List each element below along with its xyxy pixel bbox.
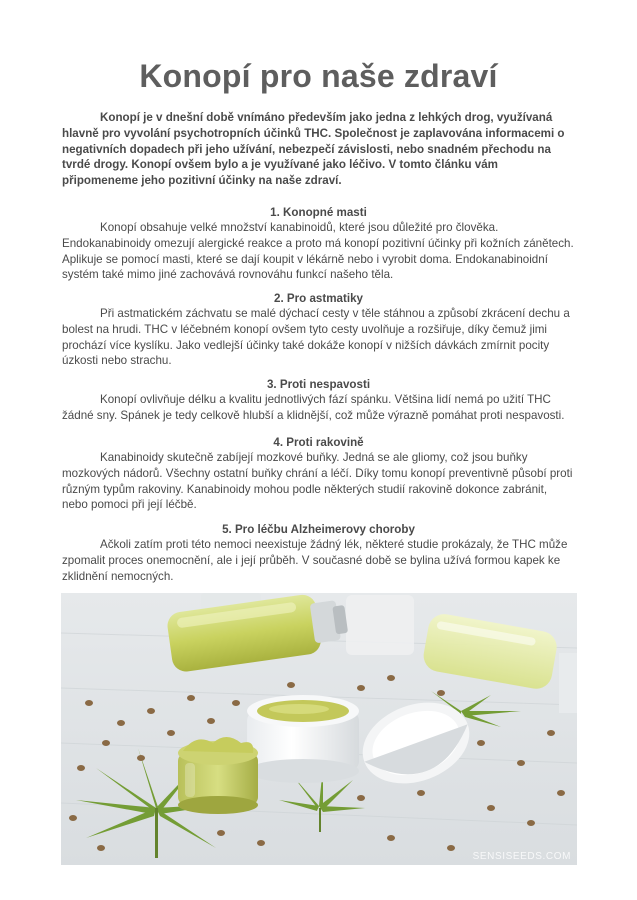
section-body-3: Konopí ovlivňuje délku a kvalitu jednotlivých fází spánku. Většina lidí nemá po užití THC žádné sny. Spánek je tedy celkově hlubší a klidnější, což může výrazně pomáhat proti nespavosti.: [62, 393, 565, 422]
section-heading-5: 5. Pro léčbu Alzheimerovy choroby: [222, 523, 415, 536]
section-body-2: Při astmatickém záchvatu se malé dýchací cesty v těle stáhnou a způsobí zkrácení dechu a bolest na hrudi. THC v léčebném konopí ovšem tyto cesty uvolňuje a rozšiřuje, díky čemuž jimi prochází více kyslíku. Jako vedlejší účinky také dokáže konopí v nižších dávkách zmírnit pocity úzkosti nebo strachu.: [62, 307, 570, 368]
photo-illustration: [61, 593, 577, 865]
section-heading-3: 3. Proti nespavosti: [266, 378, 371, 391]
intro-paragraph: Konopí je v dnešní době vnímáno především jako jedna z lehkých drog, využívaná hlavně pro vyvolání psychotropních účinků THC. Společnost je zaplavována informacemi o negativních dopadech při jeho užívání, nebezpečí závislosti, nebo snadném přechodu na tvrdé drogy. Konopí ovšem bylo a je využívané jako léčivo. V tomto článku vám připomeneme jeho pozitivní účinky na naše zdraví.: [62, 111, 565, 188]
section-heading-1: 1. Konopné masti: [270, 206, 367, 219]
photo-watermark: SENSISEEDS.COM: [472, 851, 571, 862]
section-body-1: Konopí obsahuje velké množství kanabinoidů, které jsou důležité pro člověka. Endokanabinoidy omezují alergické reakce a proto má konopí pozitivní účinky při kožních zánětech. Aplikuje se pomocí masti, které se dají koupit v lékárně nebo i vyrobit doma. Endokanabinoidní systém také mimo jiné zachovává rovnováhu funkcí našeho těla.: [62, 221, 574, 282]
cbd-cosmetics-photo: [61, 593, 577, 865]
section-heading-4: 4. Proti rakovině: [273, 436, 364, 449]
section-heading-2: 2. Pro astmatiky: [274, 292, 363, 305]
page-title: Konopí pro naše zdraví: [139, 58, 498, 94]
section-body-4: Kanabinoidy skutečně zabíjejí mozkové buňky. Jedná se ale gliomy, což jsou buňky mozkových nádorů. Všechny ostatní buňky chrání a léčí. Díky tomu konopí preventivně působí proti různým typům rakoviny. Kanabinoidy mohou podle některých studií rakovině dokonce zabránit, nebo pomoci při její léčbě.: [62, 451, 573, 512]
section-body-5: Ačkoli zatím proti této nemoci neexistuje žádný lék, některé studie prokázaly, že THC může zpomalit proces onemocnění, ale i její průběh. V současné době se bylina užívá formou kapek ke zklidnění nemocných.: [62, 538, 568, 583]
